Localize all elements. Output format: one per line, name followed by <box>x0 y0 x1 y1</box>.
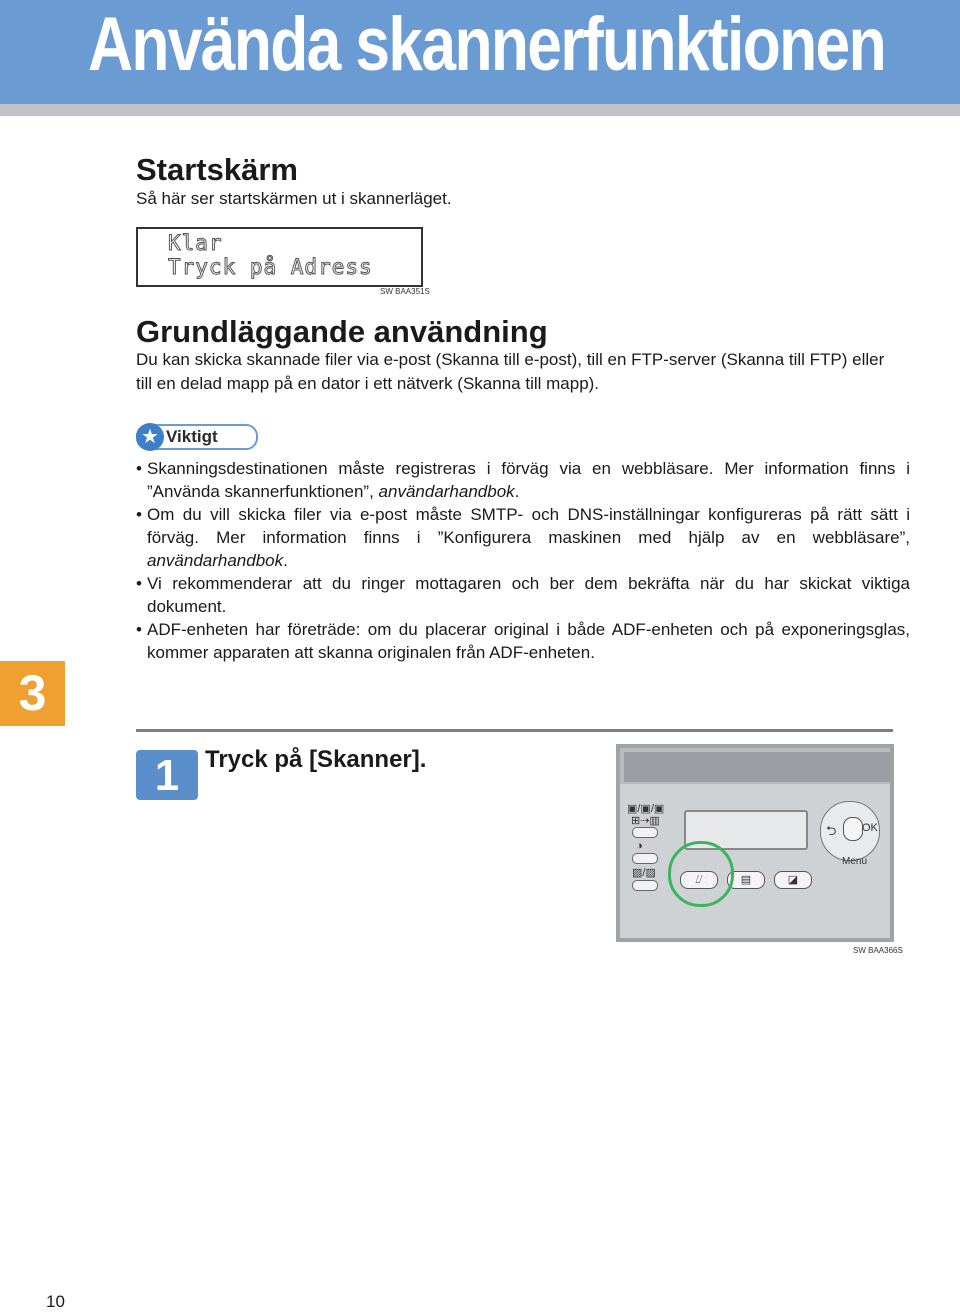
lcd-screen-illustration <box>136 227 423 287</box>
fax-button[interactable]: ◪ <box>774 871 812 889</box>
header-underline <box>0 104 960 116</box>
ok-button[interactable] <box>843 817 863 841</box>
step-number-badge: 1 <box>136 750 198 800</box>
density-icon: ◑ <box>636 840 643 852</box>
chapter-title: Använda skannerfunktionen <box>88 2 886 87</box>
original-type-icon: ▨/▨ <box>632 867 656 879</box>
list-item: • Om du vill skicka filer via e-post måste SMTP- och DNS-inställningar konfigureras på rätt sätt i förväg. Mer information finns i ”Konfigurera maskinen med hjälp av en webbläsare”, användarhandbok. <box>136 503 910 572</box>
scanner-button-highlight <box>668 841 734 907</box>
list-item: • Skanningsdestinationen måste registreras i förväg via en webbläsare. Mer information finns i ”Använda skannerfunktionen”, användarhandbok. <box>136 457 910 503</box>
page-number: 10 <box>46 1292 65 1311</box>
important-label: Viktigt <box>166 427 218 446</box>
copy-button[interactable]: ▤ <box>727 871 765 889</box>
figure-code: SW BAA351S <box>380 287 430 296</box>
panel-figure-code: SW BAA366S <box>853 946 903 955</box>
original-type-button[interactable] <box>632 880 658 891</box>
important-bullet-list <box>136 457 910 664</box>
step-instruction: Tryck på [Skanner]. <box>205 746 427 773</box>
mode-icons: ▣/▣/▣ <box>627 803 665 815</box>
section-divider <box>136 729 893 732</box>
mode-button[interactable] <box>632 827 658 838</box>
list-item: • Vi rekommenderar att du ringer mottagaren och ber dem bekräfta när du har skickat viktiga dokument. <box>136 572 910 618</box>
list-item: • ADF-enheten har företräde: om du placerar original i både ADF-enheten och på exponeringsglas, kommer apparaten att skanna originalen från ADF-enheten. <box>136 618 910 664</box>
menu-label: Menu <box>842 856 868 867</box>
star-icon: ★ <box>136 423 164 451</box>
back-icon[interactable]: ⮌ <box>826 823 837 838</box>
ok-label: OK <box>862 822 878 834</box>
section-heading-startskarm: Startskärm <box>136 152 298 187</box>
important-label-box <box>136 424 258 450</box>
scanner-button[interactable]: ⌰ <box>680 871 718 889</box>
grundlaggande-body: Du kan skicka skannade filer via e-post (Skanna till e-post), till en FTP-server (Skanna till FTP) eller till en delad mapp på en dator i ett nätverk (Skanna till mapp). <box>136 350 885 393</box>
resolution-icon: ⊞⇢▥ <box>631 815 660 827</box>
lcd-line-2: Tryck på Adress <box>168 255 373 279</box>
section-heading-grundlaggande: Grundläggande användning <box>136 314 548 349</box>
chapter-tab: 3 <box>0 661 65 726</box>
startskarm-intro: Så här ser startskärmen ut i skannerläget. <box>136 189 452 208</box>
lcd-line-1: Klar <box>168 231 223 255</box>
density-button[interactable] <box>632 853 658 864</box>
